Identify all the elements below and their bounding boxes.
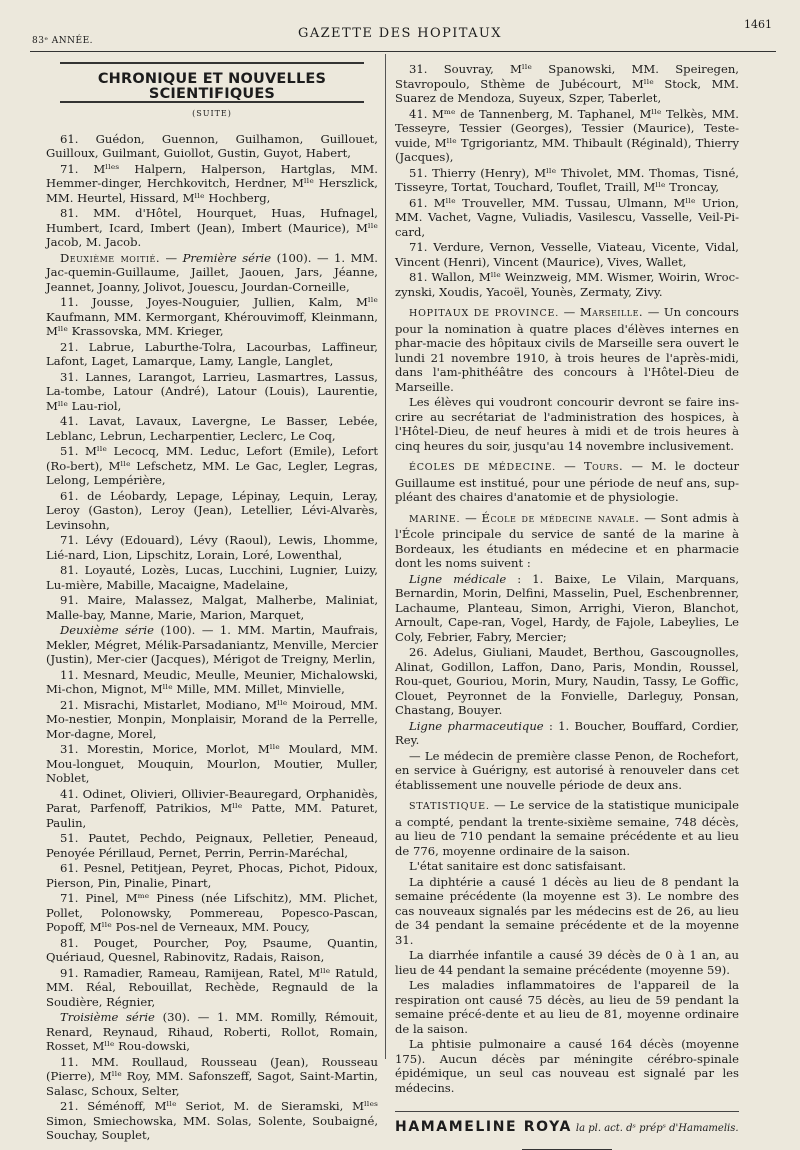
paragraph: 71. Pinel, Mᵐᵉ Piness (née Lifschitz), MM. Plichet, Pollet, Polonowsky, Pommereau, Popesco-Pascan, Popoff, Mˡˡᵉ Pos-nel de Verneaux, MM. Poucy, <box>46 891 378 934</box>
paragraph: — Le médecin de première classe Penon, de Rochefort, en service à Guérigny, est autorisé à renouveler dans cet établissement une nouvelle période de deux ans. <box>395 748 739 792</box>
header-rule <box>30 51 776 52</box>
section-subtitle: (SUITE) <box>192 109 232 118</box>
paragraph: 71. Lévy (Edouard), Lévy (Raoul), Lewis, Lhomme, Lié-nard, Lion, Lipschitz, Lorain, Loré, Lowenthal, <box>46 533 378 562</box>
paragraph-text: : 1. Boucher, Bouffard, Cordier, Rey. <box>395 718 739 747</box>
paragraph: 21. Misrachi, Mistarlet, Modiano, Mˡˡᵉ Moiroud, MM. Mo-nestier, Monpin, Monplaisir, Morand de la Perrelle, Mor-dagne, Morel, <box>46 697 378 741</box>
news-heading: ÉCOLES DE MÉDECINE. <box>409 462 557 473</box>
paragraph: 91. Ramadier, Rameau, Ramijean, Ratel, Mˡˡᵉ Ratuld, MM. Réal, Rebouillat, Rechède, Regnauld de la Soudière, Régnier, <box>46 965 378 1009</box>
paragraph: 41. Odinet, Olivieri, Ollivier-Beauregard, Orphanidès, Parat, Parfenoff, Patrikios, Mˡˡᵉ Patte, MM. Paturet, Paulin, <box>46 786 378 830</box>
paragraph-text: (30). — 1. MM. Romilly, Rémouit, Renard, Reynaud, Rihaud, Roberti, Rollot, Romain, Rosset, Mˡˡᵉ Rou-dowski, <box>46 1010 378 1053</box>
paragraph: 91. Maire, Malassez, Malgat, Malherbe, Maliniat, Malle-bay, Manne, Marie, Marion, Marquet, <box>46 593 378 622</box>
paragraph: La phtisie pulmonaire a causé 164 décès (moyenne 175). Aucun décès par méningite cérébro-spinale épidémique, un seul cas nouveau est signalé par les médecins. <box>395 1037 739 1095</box>
paragraph <box>46 623 378 667</box>
paragraph: 11. MM. Roullaud, Rousseau (Jean), Rousseau (Pierre), Mˡˡᵉ Roy, MM. Safonszeff, Sagot, Saint-Martin, Salasc, Schoux, Selter, <box>46 1054 378 1098</box>
half-label: Deuxième moitié. <box>60 250 161 265</box>
paragraph: 11. Jousse, Joyes-Nouguier, Jullien, Kalm, Mˡˡᵉ Kaufmann, MM. Kermorgant, Khérouvimoff, Kleinmann, Mˡˡᵉ Krassovska, MM. Krieger, <box>46 295 378 338</box>
paragraph: 71. Mˡˡᵉˢ Halpern, Halperson, Hartglas, MM. Hemmer-dinger, Herchkovitch, Herdner, Mˡˡᵉ Herszlick, MM. Heurtel, Hissard, Mˡˡᵉ Hochberg, <box>46 161 378 205</box>
paragraph-text: — Sont admis à l'École principale du service de santé de la marine à Bordeaux, les étudiants en médecine et en pharmacie dont les noms suivent : <box>395 510 740 570</box>
paragraph: La diarrhée infantile a causé 39 décès de 0 à 1 an, au lieu de 44 pendant la semaine précédente (moyenne 59). <box>395 948 739 977</box>
paragraph: 41. Mᵐᵉ de Tannenberg, M. Taphanel, Mˡˡᵉ Telkès, MM. Tesseyre, Tessier (Georges), Tessier (Maurice), Teste-vuide, Mˡˡᵉ Tgrigoriantz, MM. Thibault (Réginald), Thierry (Jacques), <box>395 106 739 164</box>
news-place: École de médecine navale. <box>481 510 640 525</box>
paragraph: HOPITAUX DE PROVINCE. — Marseille. — Un concours pour la nomination à quatre places d'élèves internes en phar-macie des hôpitaux civils de Marseille sera ouvert le lundi 21 novembre 1910, à trois heures de l'après-midi, dans l'am-phithéâtre des concours à l'Hôtel-Dieu de Marseille. <box>395 305 739 394</box>
paragraph <box>395 798 739 858</box>
paragraph <box>395 719 739 748</box>
section-title: CHRONIQUE ET NOUVELLES SCIENTIFIQUES <box>97 71 327 102</box>
paragraph: MARINE. — École de médecine navale. — Sont admis à l'École principale du service de santé de la marine à Bordeaux, les étudiants en médecine et en pharmacie dont les noms suivent : <box>395 510 740 570</box>
paragraph: 81. Loyauté, Lozès, Lucas, Lucchini, Lugnier, Luizy, Lu-mière, Mabille, Macaigne, Madelaine, <box>46 563 378 592</box>
paragraph: 26. Adelus, Giuliani, Maudet, Berthou, Gascougnolles, Alinat, Godillon, Laffon, Dano, Paris, Mondin, Roussel, Rou-quet, Gouriou, Morin, Mury, Naudin, Tassy, Le Goffic, Clouet, Peyronnet de la Fonvielle, Darleguy, Ponsan, Chastang, Bouyer. <box>395 645 739 717</box>
paragraph: 21. Labrue, Laburthe-Tolra, Lacourbas, Laffineur, Lafont, Laget, Lamarque, Lamy, Langle, Langlet, <box>46 339 378 368</box>
paragraph: 81. MM. d'Hôtel, Hourquet, Huas, Hufnagel, Humbert, Icard, Imbert (Jean), Imbert (Maurice), Mˡˡᵉ Jacob, M. Jacob. <box>46 206 378 249</box>
paragraph: 61. Pesnel, Petitjean, Peyret, Phocas, Pichot, Pidoux, Pierson, Pin, Pinalie, Pinart, <box>46 861 378 890</box>
paragraph: 61. de Léobardy, Lepage, Lépinay, Lequin, Leray, Leroy (Gaston), Leroy (Jean), Letellier, Lévi-Alvarès, Levinsohn, <box>46 488 378 532</box>
paragraph: ÉCOLES DE MÉDECINE. — Tours. — M. le docteur Guillaume est institué, pour une période de neuf ans, sup-pléant des chaires d'anatomie et de physiologie. <box>395 459 740 504</box>
line-label: Ligne pharmaceutique <box>409 718 544 733</box>
paragraph: 51. Thierry (Henry), Mˡˡᵉ Thivolet, MM. Thomas, Tisné, Tisseyre, Tortat, Touchard, Touflet, Traill, Mˡˡᵉ Troncay, <box>395 165 739 194</box>
series-label: Deuxième série <box>60 623 154 637</box>
line-label: Ligne médicale <box>409 571 507 586</box>
paragraph <box>395 572 739 645</box>
paragraph: Deuxième moitié. — Première série (100). — 1. MM. Jac-quemin-Guillaume, Jaillet, Jaouen, Jars, Jéanne, Jeannet, Joanny, Jolivot, Jouescu, Jourdan-Corneille, <box>46 250 378 294</box>
paragraph: Les élèves qui voudront concourir devront se faire ins-crire au secrétariat de l'administration des hospices, à l'Hôtel-Dieu, de neuf heures à midi et de trois heures à cinq heures du soir, jusqu'au 14 novembre inclusivement. <box>395 395 739 453</box>
paragraph: 51. Mˡˡᵉ Lecocq, MM. Leduc, Lefort (Emile), Lefort (Ro-bert), Mˡˡᵉ Lefschetz, MM. Le Gac, Legler, Legras, Lelong, Lempérière, <box>46 444 378 487</box>
ad-brand: HAMAMELINE ROYA <box>395 1119 572 1135</box>
paragraph: 81. Wallon, Mˡˡᵉ Weinzweig, MM. Wismer, Woirin, Wroc-zynski, Xoudis, Yacoël, Younès, Zermaty, Zivy. <box>395 270 739 299</box>
paragraph-text: : 1. Baixe, Le Vilain, Marquans, Bernardin, Morin, Delfini, Masselin, Puel, Eschenbrenner, Lachaume, Planteau, Simon, Arrighi, Vieron, Blanchot, Arnoult, Cape-ran, Vogel, Hardy, de Fajole, Labeylies, Le Coly, Febrier, Fabry, Mercier; <box>395 571 739 644</box>
paragraph-text: — Un concours pour la nomination à quatre places d'élèves internes en phar-macie des hôpitaux civils de Marseille sera ouvert le lundi 21 novembre 1910, à trois heures de l'après-midi, dans l'am-phithéâtre des concours à l'Hôtel-Dieu de Marseille. <box>395 305 739 394</box>
ad-description: la pl. act. dˢ prépˢ d'Hamamelis. <box>575 1123 739 1134</box>
right-column <box>395 62 739 1150</box>
paragraph: 61. Guédon, Guennon, Guilhamon, Guillouet, Guilloux, Guilmant, Guiollot, Gustin, Guyot, Habert, <box>46 131 378 160</box>
series-label: Première série <box>182 250 272 265</box>
paragraph: 31. Souvray, Mˡˡᵉ Spanowski, MM. Speiregen, Stavropoulo, Sthème de Jubécourt, Mˡˡᵉ Stock, MM. Suarez de Mendoza, Suyeux, Szper, Taberlet, <box>395 62 739 105</box>
paragraph: 71. Verdure, Vernon, Vesselle, Viateau, Vicente, Vidal, Vincent (Henri), Vincent (Maurice), Vives, Wallet, <box>395 240 739 269</box>
news-heading: MARINE. <box>409 513 461 525</box>
year-label: 83ᵉ ANNÉE. <box>32 36 94 46</box>
section-top-rule <box>60 62 364 64</box>
paragraph: 11. Mesnard, Meudic, Meulle, Meunier, Michalowski, Mi-chon, Mignot, Mˡˡᵉ Mille, MM. Millet, Minvielle, <box>46 667 378 696</box>
page-number: 1461 <box>744 18 772 31</box>
paragraph: 21. Séménoff, Mˡˡᵉ Seriot, M. de Sieramski, Mˡˡᵉˢ Simon, Smiechowska, MM. Solas, Solente, Soubaigné, Souchay, Souplet, <box>46 1099 378 1142</box>
paragraph: 31. Morestin, Morice, Morlot, Mˡˡᵉ Moulard, MM. Mou-longuet, Mouquin, Mourlon, Moutier, Muller, Noblet, <box>46 742 378 785</box>
paragraph: 81. Pouget, Pourcher, Poy, Psaume, Quantin, Quériaud, Quesnel, Rabinovitz, Radais, Raison, <box>46 935 378 964</box>
news-place: Tours. <box>583 459 624 473</box>
paragraph: 31. Lannes, Larangot, Larrieu, Lasmartres, Lassus, La-tombe, Latour (André), Latour (Louis), Laurentie, Mˡˡᵉ Lau-riol, <box>46 369 378 413</box>
news-heading: STATISTIQUE. <box>409 801 490 812</box>
paragraph: 61. Mˡˡᵉ Trouveller, MM. Tussau, Ulmann, Mˡˡᵉ Urion, MM. Vachet, Vagne, Vuliadis, Vasilescu, Vasselle, Veil-Pi-card, <box>395 195 739 239</box>
end-rule <box>522 1149 612 1150</box>
advertisement <box>395 1111 739 1137</box>
paragraph-text: (100). — 1. MM. Jac-quemin-Guillaume, Jaillet, Jaouen, Jars, Jéanne, Jeannet, Joanny, Jolivot, Jouescu, Jourdan-Corneille, <box>46 250 378 294</box>
paragraph-text: — Le service de la statistique municipale a compté, pendant la trente-sixième semaine, 748 décès, au lieu de 710 pendant la semaine précédente et au lieu de 776, moyenne ordinaire de la saison. <box>395 798 740 858</box>
paragraph: L'état sanitaire est donc satisfaisant. <box>409 859 627 873</box>
news-heading: HOPITAUX DE PROVINCE. <box>409 308 560 319</box>
paragraph <box>46 1010 378 1054</box>
paragraph: 51. Pautet, Pechdo, Peignaux, Pelletier, Peneaud, Penoyée Périllaud, Pernet, Perrin, Perrin-Maréchal, <box>46 831 378 860</box>
paragraph: 41. Lavat, Lavaux, Lavergne, Le Basser, Lebée, Leblanc, Lebrun, Lecharpentier, Leclerc, Le Coq, <box>46 414 378 443</box>
series-label: Troisième série <box>60 1010 155 1024</box>
paragraph-text: (100). — 1. MM. Martin, Maufrais, Mekler, Mégret, Mélik-Parsadaniantz, Menville, Mercier (Justin), Mer-cier (Jacques), Mérigot de Treigny, Merlin, <box>46 623 378 666</box>
paragraph: Les maladies inflammatoires de l'appareil de la respiration ont causé 75 décès, au lieu de 59 pendant la semaine précé-dente et au lieu de 81, moyenne ordinaire de la saison. <box>395 978 739 1036</box>
column-divider <box>385 54 386 1059</box>
left-column <box>46 62 378 1144</box>
news-place: Marseille. <box>579 305 644 319</box>
paragraph: La diphtérie a causé 1 décès au lieu de 8 pendant la semaine précédente (la moyenne est 3). Le nombre des cas nouveaux signalés par les médecins est de 26, au lieu de 34 pendant la semaine précédente et de la moyenne 31. <box>395 874 739 947</box>
paragraph-text: — M. le docteur Guillaume est institué, pour une période de neuf ans, sup-pléant des chaires d'anatomie et de physiologie. <box>395 459 740 504</box>
journal-title: GAZETTE DES HOPITAUX <box>298 26 502 41</box>
